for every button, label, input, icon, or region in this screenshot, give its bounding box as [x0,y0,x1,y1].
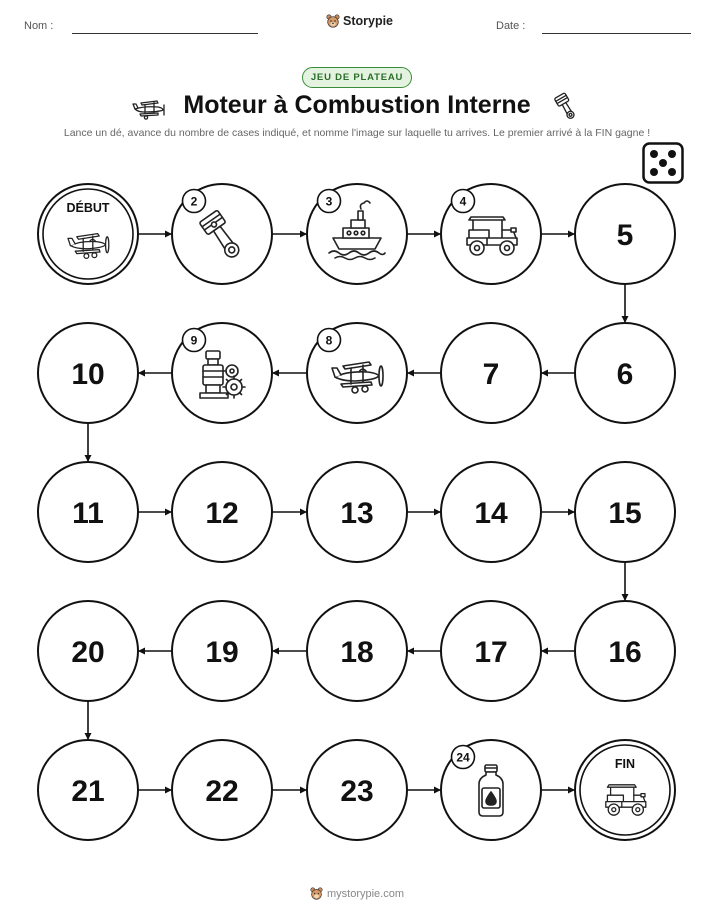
footer [0,887,714,900]
cell-number: 17 [474,636,508,669]
board-cell-18[interactable] [307,601,407,701]
board-cell-22[interactable] [172,740,272,840]
cell-number: 18 [340,636,374,669]
board-cell-21[interactable] [38,740,138,840]
finish-cell[interactable] [575,740,675,840]
finish-label: FIN [614,757,636,771]
cell-number: 12 [205,497,239,530]
cell-number: 9 [190,333,198,348]
board-cell-16[interactable] [575,601,675,701]
cell-number: 23 [340,775,374,808]
board-cell-8[interactable] [307,323,407,423]
board-cell-2[interactable] [172,184,272,284]
cell-number: 14 [474,497,508,530]
cell-number: 20 [71,636,105,669]
cell-number: 19 [205,636,239,669]
board-cell-4[interactable] [441,184,541,284]
board-cell-17[interactable] [441,601,541,701]
board-cell-20[interactable] [38,601,138,701]
cell-number: 11 [72,497,104,530]
cell-number: 8 [325,333,333,348]
board-cell-3[interactable] [307,184,407,284]
cell-number: 22 [205,775,239,808]
board-cell-11[interactable] [38,462,138,562]
brand-name: Storypie [343,14,394,28]
cell-number: 6 [616,358,634,391]
cell-number: 3 [325,194,333,209]
board-cell-23[interactable] [307,740,407,840]
cell-number: 16 [608,636,642,669]
cell-number: 7 [482,358,500,391]
cell-number: 13 [340,497,374,530]
cell-number: 10 [71,358,105,391]
board-cell-12[interactable] [172,462,272,562]
board-cell-6[interactable] [575,323,675,423]
game-type-badge: JEU DE PLATEAU [302,67,412,88]
bear-icon [310,887,323,900]
footer-url: mystorypie.com [326,887,405,900]
cell-number: 2 [190,194,198,209]
cell-number: 21 [71,775,105,808]
board-cell-13[interactable] [307,462,407,562]
board-cell-5[interactable] [575,184,675,284]
name-label: Nom : [24,20,54,32]
cell-number: 24 [456,750,470,765]
board-cell-10[interactable] [38,323,138,423]
cell-number: 15 [608,497,642,530]
page-title: Moteur à Combustion Interne [183,91,531,119]
board-cell-9[interactable] [172,323,272,423]
board-cell-15[interactable] [575,462,675,562]
board-cell-14[interactable] [441,462,541,562]
cell-number: 5 [616,219,634,252]
board-cell-24[interactable] [441,740,541,840]
start-cell[interactable] [38,184,138,284]
board-cell-19[interactable] [172,601,272,701]
date-label: Date : [496,20,526,32]
board-cell-7[interactable] [441,323,541,423]
start-label: DÉBUT [66,201,110,215]
instructions: Lance un dé, avance du nombre de cases indiqué, et nomme l'image sur laquelle tu arrives. Le premier arrivé à la FIN gagne ! [63,127,651,139]
cell-number: 4 [459,194,467,209]
